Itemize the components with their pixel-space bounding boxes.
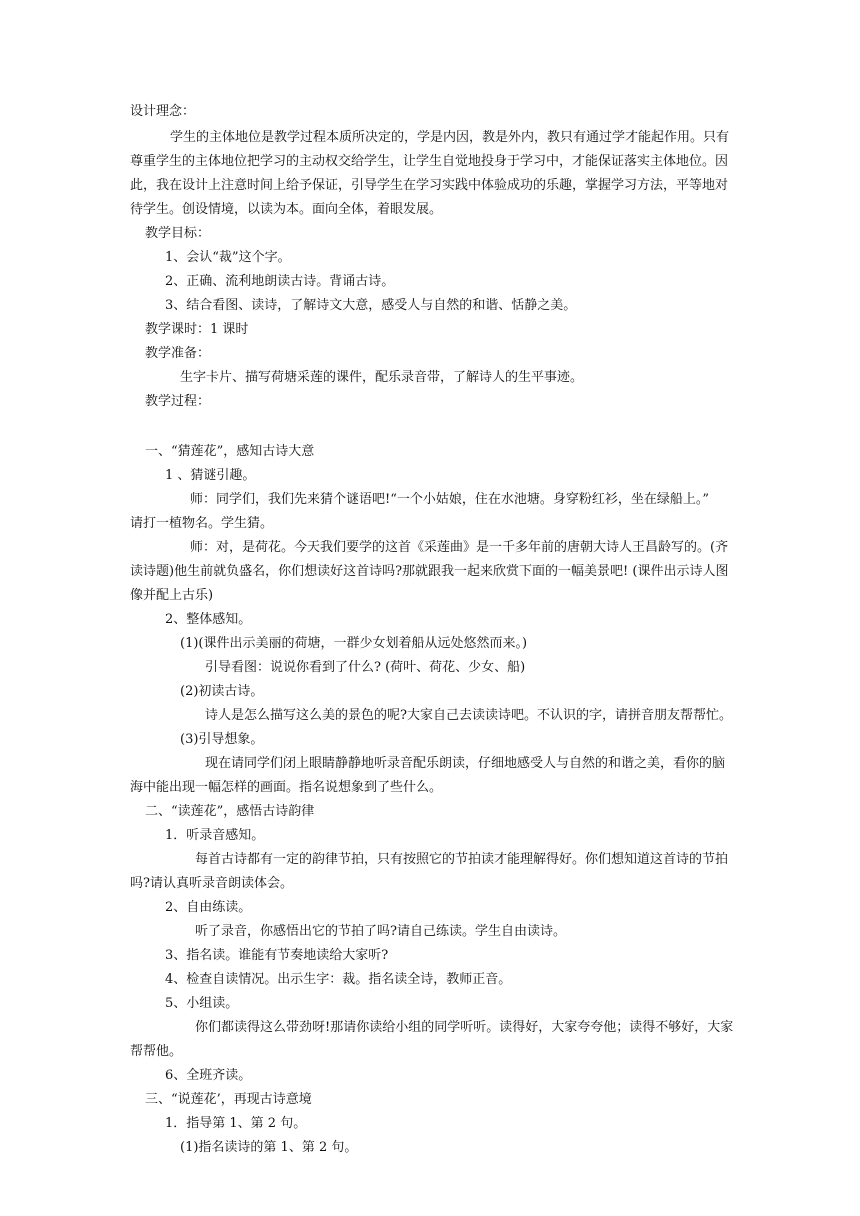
paragraph-line: 像并配上古乐) <box>130 588 214 603</box>
paragraph-line: 请打一植物名。学生猜。 <box>130 516 274 531</box>
paragraph-line: 你们都读得这么带劲呀!那请你读给小组的同学听听。读得好，大家夸夸他；读得不够好，大家 <box>195 1020 734 1035</box>
class-hours: 教学课时：1 课时 <box>145 322 249 337</box>
step-item: 5、小组读。 <box>165 996 239 1011</box>
goal-item: 1、会认“裁”这个字。 <box>165 250 291 265</box>
heading-teaching-process: 教学过程： <box>145 394 211 409</box>
heading-teaching-goals: 教学目标： <box>145 226 211 241</box>
preparation-text: 生字卡片、描写荷塘采莲的课件，配乐录音带，了解诗人的生平事迹。 <box>180 370 584 385</box>
section-heading: 一、“猜莲花”，感知古诗大意 <box>145 444 315 459</box>
goal-item: 2、正确、流利地朗读古诗。背诵古诗。 <box>165 274 395 289</box>
paragraph-line: 待学生。创设情境，以读为本。面向全体，着眼发展。 <box>130 202 443 217</box>
paragraph-line: 引导看图：说说你看到了什么? (荷叶、荷花、少女、船) <box>205 660 526 675</box>
paragraph-line: 每首古诗都有一定的韵律节拍，只有按照它的节拍读才能理解得好。你们想知道这首诗的节拍 <box>195 852 729 867</box>
paragraph-line: 学生的主体地位是教学过程本质所决定的，学是内因，教是外内，教只有通过学才能起作用。只有 <box>170 130 730 145</box>
paragraph-line: 师：对，是荷花。今天我们要学的这首《采莲曲》是一千多年前的唐朝大诗人王昌龄写的。(齐 <box>190 540 729 555</box>
step-item: 6、全班齐读。 <box>165 1068 252 1083</box>
section-heading: 三、“说莲花’，再现古诗意境 <box>145 1092 312 1107</box>
paragraph-line: 海中能出现一幅怎样的画面。指名说想象到了些什么。 <box>130 780 443 795</box>
sub-step-item: (3)引导想象。 <box>180 732 264 747</box>
goal-item: 3、结合看图、读诗，了解诗文大意，感受人与自然的和谐、恬静之美。 <box>165 298 577 313</box>
sub-step-item: (1)(课件出示美丽的荷塘，一群少女划着船从远处悠然而来。) <box>180 636 528 651</box>
step-item: 1 、猜谜引趣。 <box>165 468 256 483</box>
paragraph-line: 现在请同学们闭上眼睛静静地听录音配乐朗读，仔细地感受人与自然的和谐之美，看你的脑 <box>205 756 726 771</box>
section-heading: 二、“读莲花”，感悟古诗韵律 <box>145 804 315 819</box>
heading-design-concept: 设计理念： <box>130 104 196 119</box>
step-item: 2、自由练读。 <box>165 900 252 915</box>
paragraph-line: 师：同学们，我们先来猜个谜语吧!“一个小姑娘，住在水池塘。身穿粉红衫，坐在绿船上。” <box>190 492 710 507</box>
step-item: 3、指名读。谁能有节奏地读给大家听? <box>165 948 389 963</box>
step-item: 4、检查自读情况。出示生字：裁。指名读全诗，教师正音。 <box>165 972 512 987</box>
sub-step-item: (1)指名读诗的第 1、第 2 句。 <box>180 1140 358 1155</box>
step-item: 2、整体感知。 <box>165 612 252 627</box>
paragraph-line: 读诗题)他生前就负盛名，你们想读好这首诗吗?那就跟我一起来欣赏下面的一幅美景吧! (课件出示诗人图 <box>130 564 729 579</box>
paragraph-line: 听了录音，你感悟出它的节拍了吗?请自己练读。学生自由读诗。 <box>195 924 566 939</box>
step-item: 1．听录音感知。 <box>165 828 265 843</box>
paragraph-line: 帮帮他。 <box>130 1044 183 1059</box>
heading-preparation: 教学准备： <box>145 346 211 361</box>
step-item: 1．指导第 1、第 2 句。 <box>165 1116 307 1131</box>
paragraph-line: 此，我在设计上注意时间上给予保证，引导学生在学习实践中体验成功的乐趣，掌握学习方法，平等地对 <box>130 178 729 193</box>
paragraph-line: 尊重学生的主体地位把学习的主动权交给学生，让学生自觉地投身于学习中，才能保证落实主体地位。因 <box>130 154 729 169</box>
paragraph-line: 吗?请认真听录音朗读体会。 <box>130 876 293 891</box>
paragraph-line: 诗人是怎么描写这么美的景色的呢?大家自己去读读诗吧。不认识的字，请拼音朋友帮帮忙。 <box>205 708 732 723</box>
sub-step-item: (2)初读古诗。 <box>180 684 264 699</box>
